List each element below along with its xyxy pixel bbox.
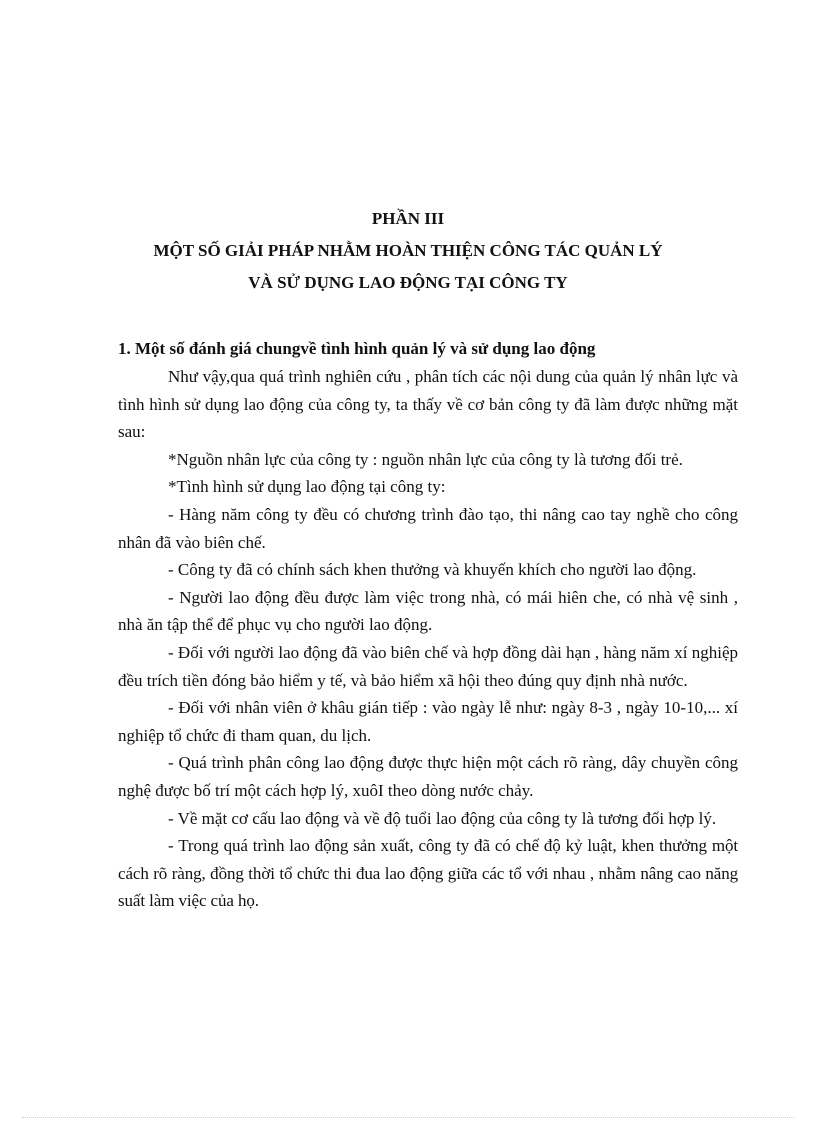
paragraph: - Đối với nhân viên ở khâu gián tiếp : vào ngày lễ như: ngày 8-3 , ngày 10-10,... xí nghiệp tổ chức đi tham quan, du lịch. <box>118 698 738 745</box>
section-heading: 1. Một số đánh giá chungvề tình hình quản lý và sử dụng lao động <box>118 339 596 358</box>
paragraph: - Hàng năm công ty đều có chương trình đào tạo, thi nâng cao tay nghề cho công nhân đã vào biên chế. <box>118 504 738 552</box>
paragraph: - Công ty đã có chính sách khen thưởng và khuyến khích cho người lao động. <box>168 560 697 580</box>
paragraph: - Quá trình phân công lao động được thực hiện một cách rõ ràng, dây chuyền công nghệ được bố trí một cách hợp lý, xuôI theo dòng nước chảy. <box>118 753 738 800</box>
chapter-title-block <box>0 203 816 299</box>
paragraph: - Đối với người lao động đã vào biên chế và hợp đồng dài hạn , hàng năm xí nghiệp đều trích tiền đóng bảo hiểm y tế, và bảo hiểm xã hội theo đúng quy định nhà nước. <box>118 642 738 690</box>
title-line-2: VÀ SỬ DỤNG LAO ĐỘNG TẠI CÔNG TY <box>248 273 568 292</box>
paragraph: Như vậy,qua quá trình nghiên cứu , phân tích các nội dung của quản lý nhân lực và tình hình sử dụng lao động của công ty, ta thấy về cơ bản công ty đã làm được những mặt sau: <box>118 367 738 442</box>
paragraph: *Nguồn nhân lực của công ty : nguồn nhân lực của công ty là tương đối trẻ. <box>168 449 683 469</box>
paragraph: - Trong quá trình lao động sản xuất, công ty đã có chế độ kỷ luật, khen thưởng một cách rõ ràng, đồng thời tổ chức thi đua lao động giữa các tổ với nhau , nhằm nâng cao năng suất làm việc của họ. <box>118 836 738 911</box>
page-bottom-divider <box>22 1117 794 1118</box>
part-label: PHẦN III <box>371 209 445 228</box>
paragraph: - Người lao động đều được làm việc trong nhà, có mái hiên che, có nhà vệ sinh , nhà ăn tập thể để phục vụ cho người lao động. <box>118 587 738 635</box>
paragraph: - Về mặt cơ cấu lao động và về độ tuổi lao động của công ty là tương đối hợp lý. <box>168 808 717 828</box>
paragraph: *Tình hình sử dụng lao động tại công ty: <box>168 477 446 497</box>
title-line-1: MỘT SỐ GIẢI PHÁP NHẰM HOÀN THIỆN CÔNG TÁC QUẢN LÝ <box>153 241 663 260</box>
body-text <box>118 363 738 915</box>
